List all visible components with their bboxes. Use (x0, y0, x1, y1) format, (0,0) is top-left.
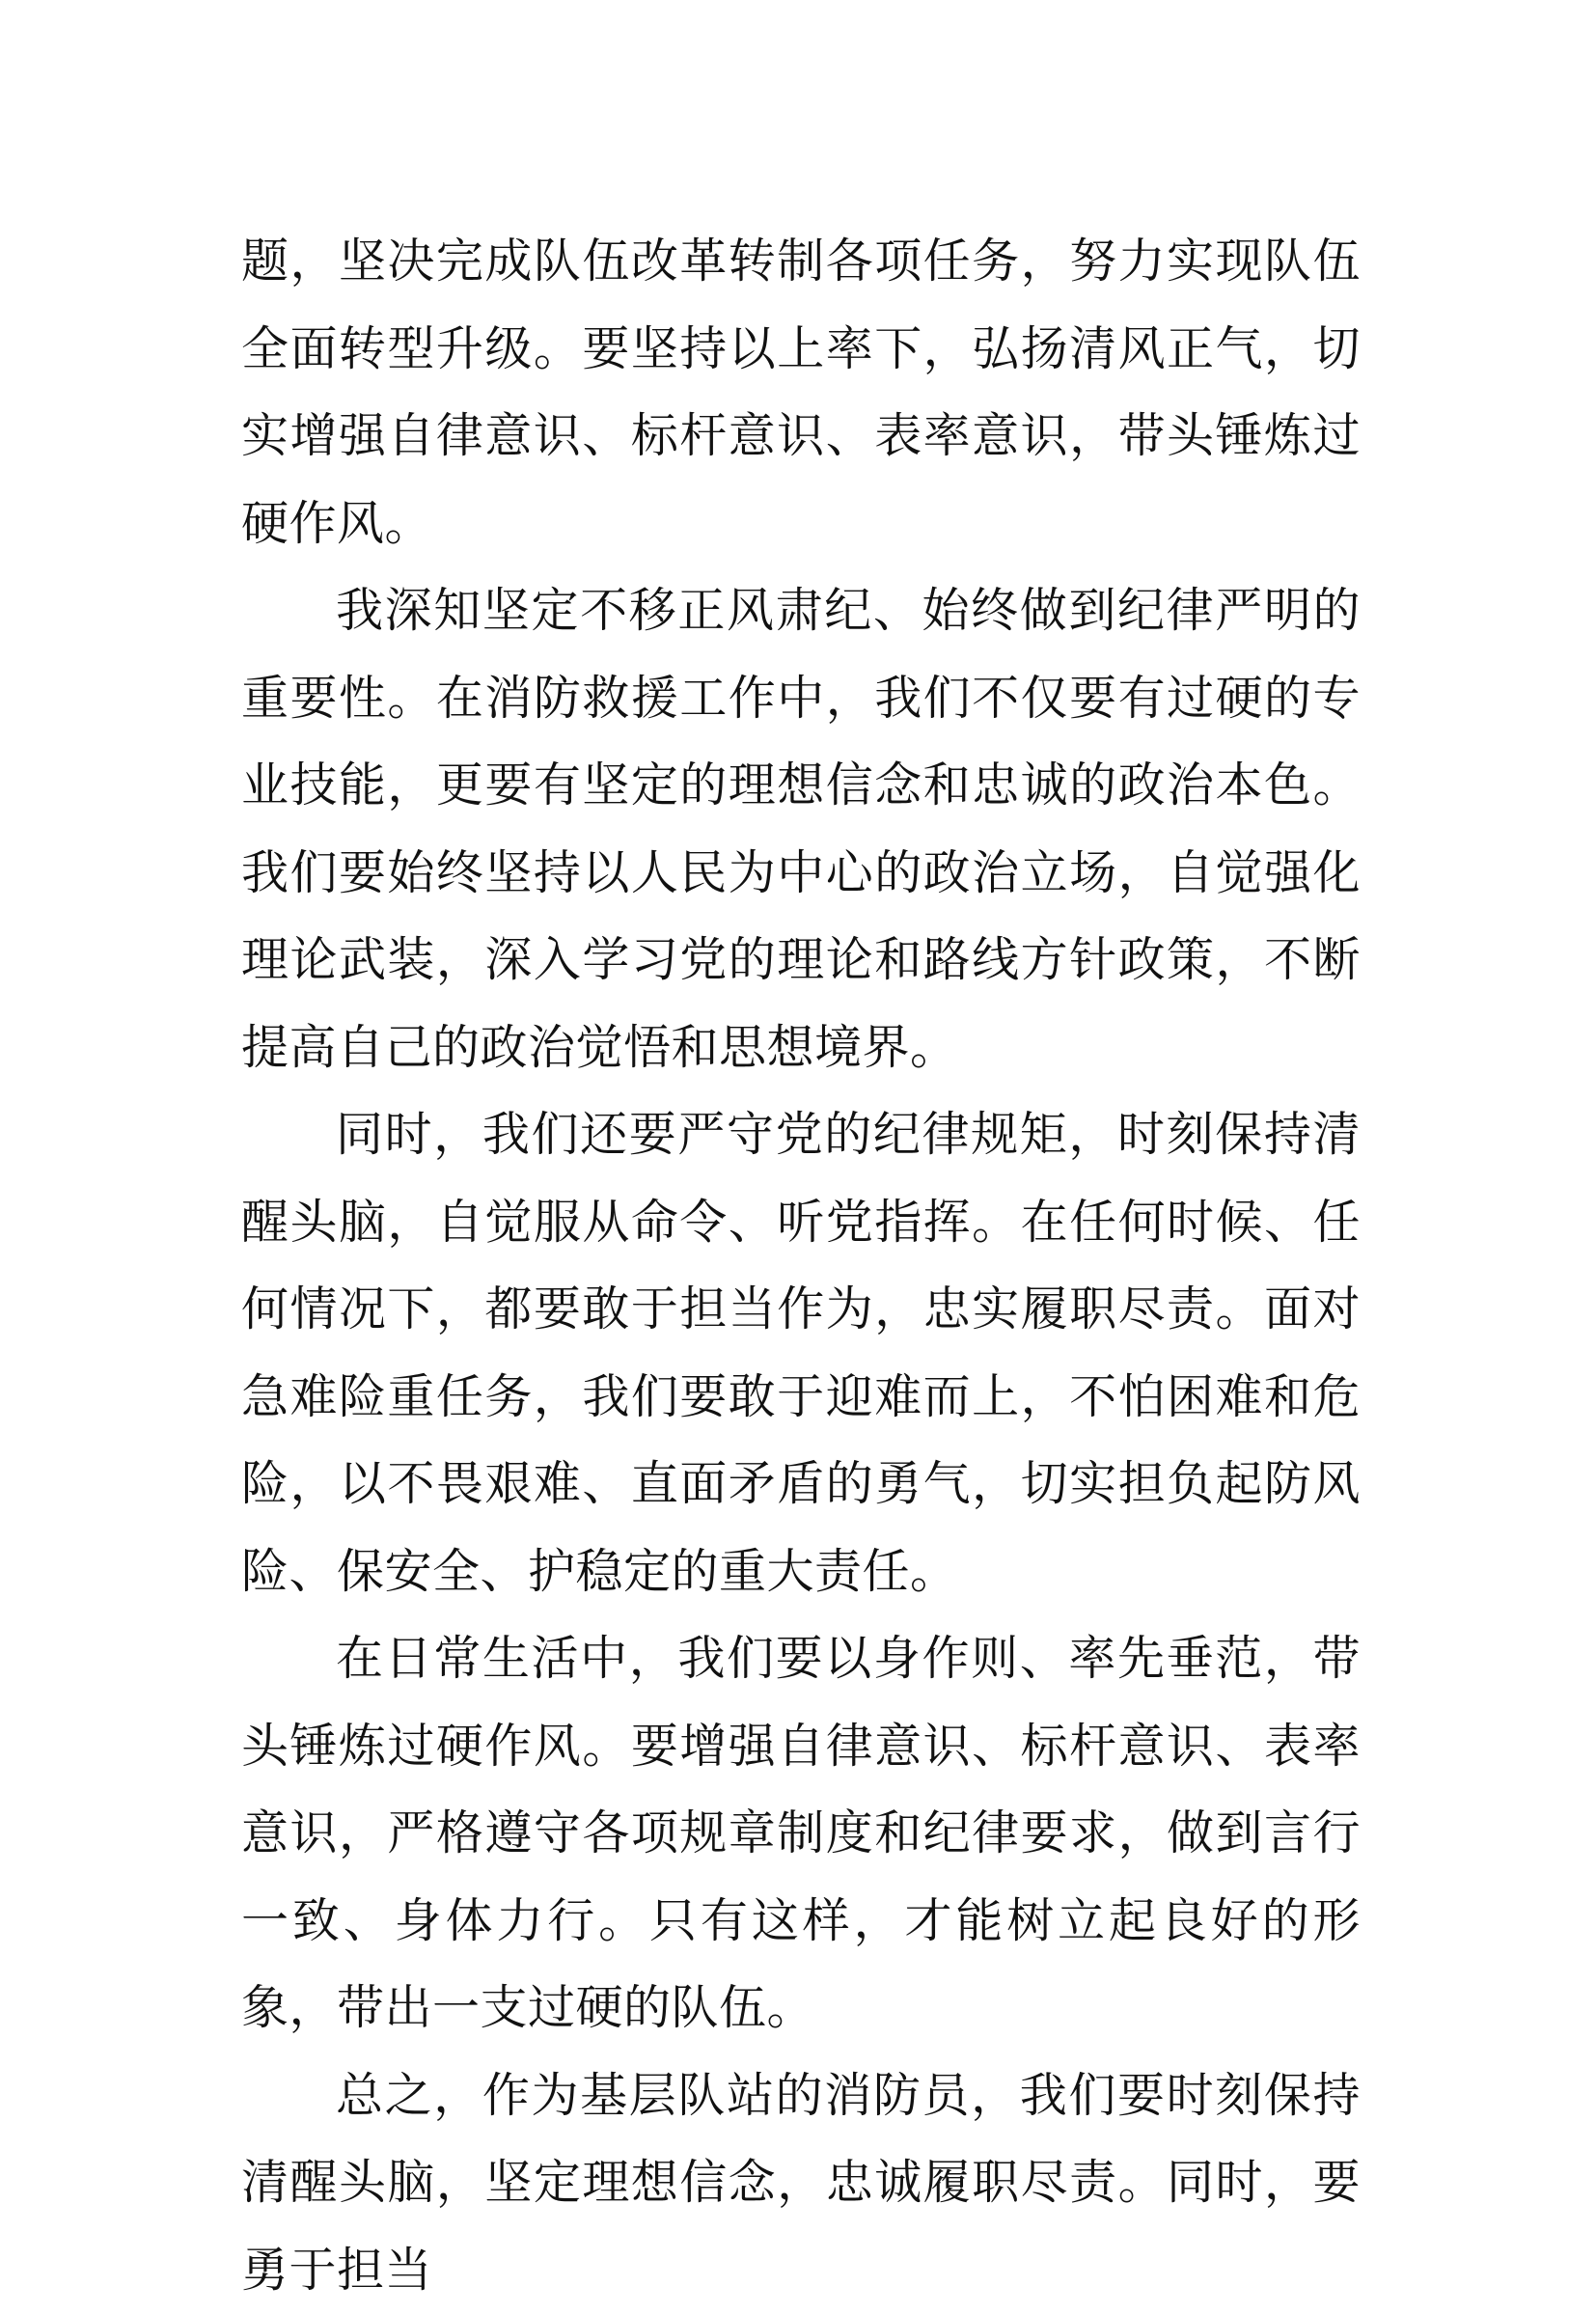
paragraph-daily-conduct: 在日常生活中，我们要以身作则、率先垂范，带头锤炼过硬作风。要增强自律意识、标杆意识、表率意识，严格遵守各项规章制度和纪律要求，做到言行一致、身体力行。只有这样，才能树立起良好的形象，带出一支过硬的队伍。 (241, 1615, 1361, 2052)
document-body (241, 218, 1361, 2314)
paragraph-continued: 题，坚决完成队伍改革转制各项任务，努力实现队伍全面转型升级。要坚持以上率下，弘扬清风正气，切实增强自律意识、标杆意识、表率意识，带头锤炼过硬作风。 (241, 218, 1361, 567)
paragraph-discipline-importance: 我深知坚定不移正风肃纪、始终做到纪律严明的重要性。在消防救援工作中，我们不仅要有过硬的专业技能，更要有坚定的理想信念和忠诚的政治本色。我们要始终坚持以人民为中心的政治立场，自觉强化理论武装，深入学习党的理论和路线方针政策，不断提高自己的政治觉悟和思想境界。 (241, 567, 1361, 1091)
paragraph-party-discipline: 同时，我们还要严守党的纪律规矩，时刻保持清醒头脑，自觉服从命令、听党指挥。在任何时候、任何情况下，都要敢于担当作为，忠实履职尽责。面对急难险重任务，我们要敢于迎难而上，不怕困难和危险，以不畏艰难、直面矛盾的勇气，切实担负起防风险、保安全、护稳定的重大责任。 (241, 1091, 1361, 1615)
paragraph-conclusion: 总之，作为基层队站的消防员，我们要时刻保持清醒头脑，坚定理想信念，忠诚履职尽责。同时，要勇于担当 (241, 2052, 1361, 2314)
